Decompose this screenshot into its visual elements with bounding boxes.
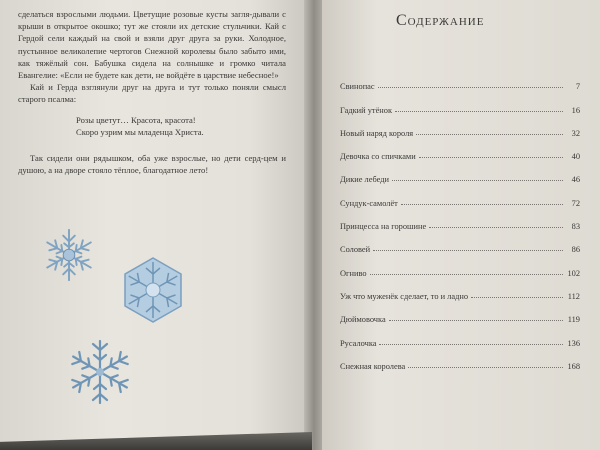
toc-entry <box>340 161 580 184</box>
toc-leader-dots <box>392 180 563 181</box>
table-of-contents <box>340 68 580 371</box>
toc-entry-page: 136 <box>567 338 580 348</box>
toc-leader-dots <box>416 134 563 135</box>
toc-leader-dots <box>471 297 563 298</box>
toc-entry-title: Соловей <box>340 245 371 255</box>
toc-leader-dots <box>408 367 563 368</box>
toc-entry-title: Девочка со спичками <box>340 152 416 162</box>
contents-title: Содержание <box>396 12 485 29</box>
toc-entry <box>340 184 580 207</box>
toc-entry-title: Огниво <box>340 268 367 278</box>
story-paragraph: Так сидели они рядышком, оба уже взрослые, но дети серд-цем и душою, а на дворе стояло тёплое, благодатное лето! <box>18 153 286 176</box>
toc-leader-dots <box>378 87 563 88</box>
toc-entry <box>340 324 580 347</box>
toc-leader-dots <box>379 344 563 345</box>
toc-entry-page: 168 <box>567 361 580 371</box>
toc-leader-dots <box>389 320 563 321</box>
toc-entry-page: 119 <box>567 315 580 325</box>
toc-entry <box>340 254 580 277</box>
snowflake-icon <box>40 226 98 284</box>
toc-entry-title: Уж что муженёк сделает, то и ладно <box>340 291 469 301</box>
toc-entry <box>340 348 580 371</box>
toc-entry-title: Свинопас <box>340 82 375 92</box>
toc-entry-page: 32 <box>571 128 580 138</box>
toc-entry-title: Гадкий утёнок <box>340 105 393 115</box>
story-text <box>18 8 286 176</box>
toc-entry-title: Дикие лебеди <box>340 175 389 185</box>
toc-entry-page: 102 <box>567 268 580 278</box>
toc-entry-page: 72 <box>571 198 580 208</box>
story-paragraph: сделаться взрослыми людьми. Цветущие розовые кусты загля-дывали с крыши в открытое окошко; тут же стояли их детские стульчики. Кай с Гердой сели каждый на свой и взяли друг друга за руки. Холодное, пустынное великолепие чертогов Снежной королевы было забыто ими, как тяжёлый сон. Бабушка сидела на солнышке и громко читала Евангелие: «Если не будете как дети, не войдёте в царствие небесное!» <box>18 9 286 81</box>
toc-leader-dots <box>401 204 563 205</box>
psalm-line: Розы цветут… Красота, красота! <box>76 114 196 125</box>
toc-entry-page: 86 <box>571 245 580 255</box>
snowflake-icon <box>66 338 134 406</box>
toc-leader-dots <box>419 157 563 158</box>
snowflake-icon <box>118 255 188 325</box>
toc-entry-title: Сундук-самолёт <box>340 198 398 208</box>
toc-entry <box>340 138 580 161</box>
toc-entry-title: Принцесса на горошине <box>340 222 427 232</box>
story-paragraph: Кай и Герда взглянули друг на друга и тут только поняли смысл старого псалма: <box>18 82 286 105</box>
toc-entry <box>340 91 580 114</box>
toc-entry-title: Снежная королева <box>340 361 406 371</box>
toc-leader-dots <box>370 274 563 275</box>
toc-entry <box>340 68 580 91</box>
toc-leader-dots <box>373 250 563 251</box>
toc-entry <box>340 231 580 254</box>
toc-entry <box>340 278 580 301</box>
toc-entry-title: Дюймовочка <box>340 315 386 325</box>
toc-entry <box>340 115 580 138</box>
toc-entry-page: 46 <box>571 175 580 185</box>
psalm-verse <box>76 114 286 138</box>
toc-entry-title: Новый наряд короля <box>340 128 414 138</box>
psalm-line: Скоро узрим мы младенца Христа. <box>76 126 204 137</box>
toc-entry-page: 83 <box>571 222 580 232</box>
toc-entry-page: 40 <box>571 152 580 162</box>
toc-entry <box>340 301 580 324</box>
toc-entry-title: Русалочка <box>340 338 377 348</box>
toc-entry-page: 7 <box>575 82 580 92</box>
toc-entry-page: 112 <box>567 291 580 301</box>
toc-leader-dots <box>429 227 563 228</box>
toc-entry <box>340 208 580 231</box>
toc-leader-dots <box>395 111 563 112</box>
toc-entry-page: 16 <box>571 105 580 115</box>
